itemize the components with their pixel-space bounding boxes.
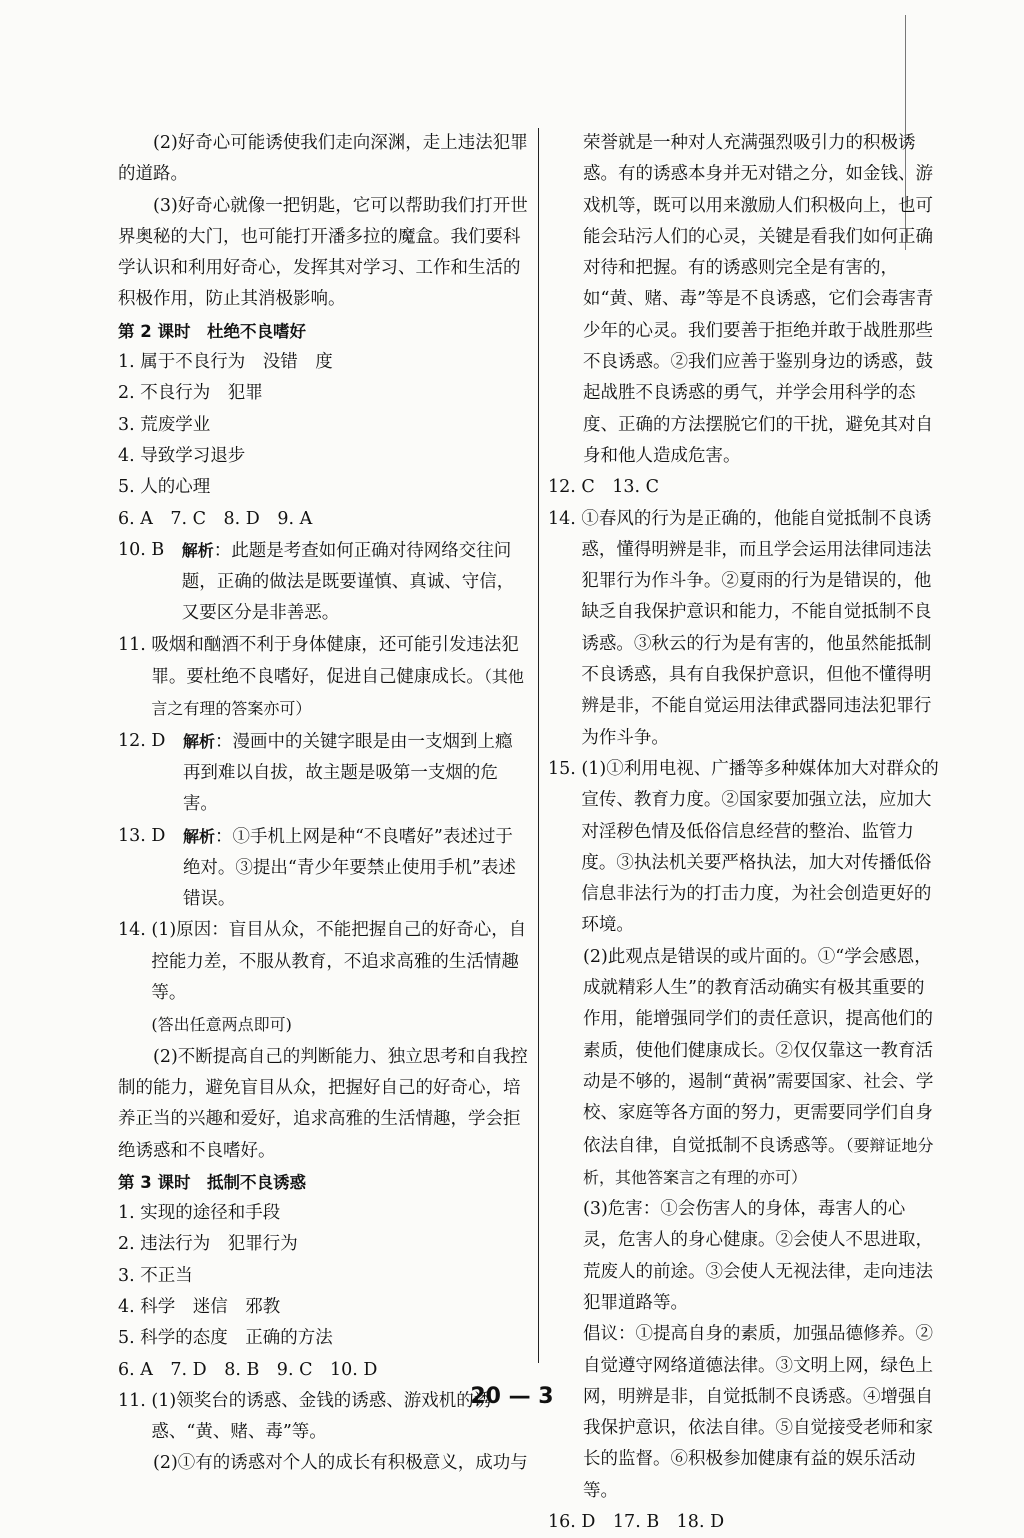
answer-item: 4. 导致学习退步 — [118, 445, 246, 466]
column-divider — [538, 128, 539, 1363]
answer-paragraph: (3)危害：①会伤害人的身体，毒害人的心灵，危害人的身心健康。②会使人不思进取，荒废人的前途。③会使人无视法律，走向违法犯罪道路等。 — [583, 1199, 933, 1313]
answer-paragraph: (3)好奇心就像一把钥匙，它可以帮助我们打开世界奥秘的大门，也可能打开潘多拉的魔盒。我们要科学认识和利用好奇心，发挥其对学习、工作和生活的积极作用，防止其消极影响。 — [118, 195, 528, 310]
item-note: (答出任意两点即可) — [151, 1015, 292, 1035]
answer-item: 1. 实现的途径和手段 — [118, 1203, 281, 1224]
answer-item — [118, 630, 528, 726]
answer-item: 3. 荒废学业 — [118, 414, 211, 435]
item-note: （要辩证地分析，其他答案言之有理的亦可） — [583, 1135, 934, 1187]
item-number: 14. — [118, 920, 152, 941]
answer-item: 16. D 17. B 18. D — [548, 1512, 725, 1533]
analysis-tag: 解析 — [182, 731, 215, 751]
item-number: 11. — [118, 1390, 152, 1411]
item-text: ：此题是考查如何正确对待网络交往问题，正确的做法是既要谨慎、真诚、守信，又要区分是非善恶。 — [181, 540, 515, 624]
answer-paragraph: 荣誉就是一种对人充满强烈吸引力的积极诱惑。有的诱惑本身并无对错之分，如金钱、游戏机等，既可以用来激励人们积极向上，也可能会玷污人们的心灵，关键是看我们如何正确对待和把握。有的诱惑则完全是有害的，如“黄、赌、毒”等是不良诱惑，它们会毒害青少年的心灵。我们要善于拒绝并敢于战胜那些不良诱惑。②我们应善于鉴别身边的诱惑，鼓起战胜不良诱惑的勇气，并学会用科学的态度、正确的方法摆脱它们的干扰，避免其对自身和他人造成危害。 — [583, 133, 934, 466]
item-number: 11. — [118, 634, 152, 655]
analysis-tag: 解析 — [181, 540, 214, 560]
page-number: 20 — 3 — [470, 1384, 554, 1409]
section-title: 第 2 课时 杜绝不良嗜好 — [118, 321, 306, 341]
item-text: (1)原因：盲目从众，不能把握自己的好奇心，自控能力差，不服从教育，不追求高雅的生活情趣等。 — [151, 920, 527, 1004]
analysis-tag: 解析 — [182, 826, 215, 846]
item-number: 13. D — [118, 825, 183, 846]
answer-item: 2. 不良行为 犯罪 — [118, 383, 263, 404]
answer-paragraph — [548, 942, 940, 1194]
answer-item — [118, 535, 528, 630]
section-title: 第 3 课时 抵制不良诱惑 — [118, 1172, 306, 1192]
answer-item — [548, 754, 940, 942]
answer-item: 2. 违法行为 犯罪行为 — [118, 1234, 298, 1255]
answer-item: 5. 人的心理 — [118, 477, 211, 498]
left-column — [118, 128, 528, 1480]
answer-item: 4. 科学 迷信 邪教 — [118, 1296, 281, 1317]
answer-item: 1. 属于不良行为 没错 度 — [118, 352, 333, 373]
answer-paragraph: 倡议：①提高自身的素质，加强品德修养。②自觉遵守网络道德法律。③文明上网，绿色上网，明辨是非，自觉抵制不良诱惑。④增强自我保护意识，依法自律。⑤自觉接受老师和家长的监督。⑥积极参加健康有益的娱乐活动等。 — [583, 1324, 933, 1501]
item-text: 吸烟和酗酒不利于身体健康，还可能引发违法犯罪。要杜绝不良嗜好，促进自己健康成长。 — [151, 634, 519, 688]
right-column — [548, 128, 940, 1538]
answer-item — [118, 915, 528, 1041]
answer-item: 6. A 7. D 8. B 9. C 10. D — [118, 1359, 378, 1380]
item-number: 15. — [548, 758, 582, 779]
item-text: ：漫画中的关键字眼是由一支烟到上瘾再到难以自拔，故主题是吸第一支烟的危害。 — [182, 731, 513, 815]
item-number: 12. D — [118, 730, 183, 751]
answer-item — [118, 726, 528, 821]
item-text: ：①手机上网是种“不良嗜好”表述过于绝对。③提出“青少年要禁止使用手机”表述错误。 — [182, 826, 516, 910]
item-text: ①春风的行为是正确的，他能自觉抵制不良诱惑，懂得明辨是非，而且学会运用法律同违法犯罪行为作斗争。②夏雨的行为是错误的，他缺乏自我保护意识和能力，不能自觉抵制不良诱惑。③秋云的行为是有害的，他虽然能抵制不良诱惑，具有自我保护意识，但他不懂得明辨是非，不能自觉运用法律武器同违法犯罪行为作斗争。 — [581, 508, 932, 748]
answer-item: 6. A 7. C 8. D 9. A — [118, 508, 313, 529]
answer-paragraph: (2)好奇心可能诱使我们走向深渊，走上违法犯罪的道路。 — [118, 133, 528, 185]
item-number: 10. B — [118, 539, 182, 560]
answer-item — [548, 504, 940, 754]
item-text: (1)领奖台的诱惑、金钱的诱惑、游戏机的诱惑、“黄、赌、毒”等。 — [151, 1390, 492, 1443]
answer-item: 3. 不正当 — [118, 1265, 193, 1286]
answer-paragraph: (2)不断提高自己的判断能力、独立思考和自我控制的能力，避免盲目从众，把握好自己的好奇心，培养正当的兴趣和爱好，追求高雅的生活情趣，学会拒绝诱惑和不良嗜好。 — [118, 1046, 528, 1161]
item-note: （其他言之有理的答案亦可） — [151, 667, 524, 719]
item-text: (1)①利用电视、广播等多种媒体加大对群众的宣传、教育力度。②国家要加强立法，应加大对淫秽色情及低俗信息经营的整治、监管力度。③执法机关要严格执法，加大对传播低俗信息非法行为的打击力度，为社会创造更好的环境。 — [581, 758, 939, 936]
answer-paragraph: (2)①有的诱惑对个人的成长有积极意义，成功与 — [153, 1453, 528, 1474]
item-text: (2)此观点是错误的或片面的。①“学会感恩，成就精彩人生”的教育活动确实有极其重要的作用，能增强同学们的责任意识，提高他们的素质，使他们健康成长。②仅仅靠这一教育活动是不够的，遏制“黄祸”需要国家、社会、学校、家庭等各方面的努力，更需要同学们自身依法自律，自觉抵制不良诱惑等。 — [583, 946, 934, 1156]
answer-item: 5. 科学的态度 正确的方法 — [118, 1328, 333, 1349]
answer-item: 12. C 13. C — [548, 477, 660, 498]
item-number: 14. — [548, 508, 582, 529]
answer-item — [118, 821, 528, 916]
